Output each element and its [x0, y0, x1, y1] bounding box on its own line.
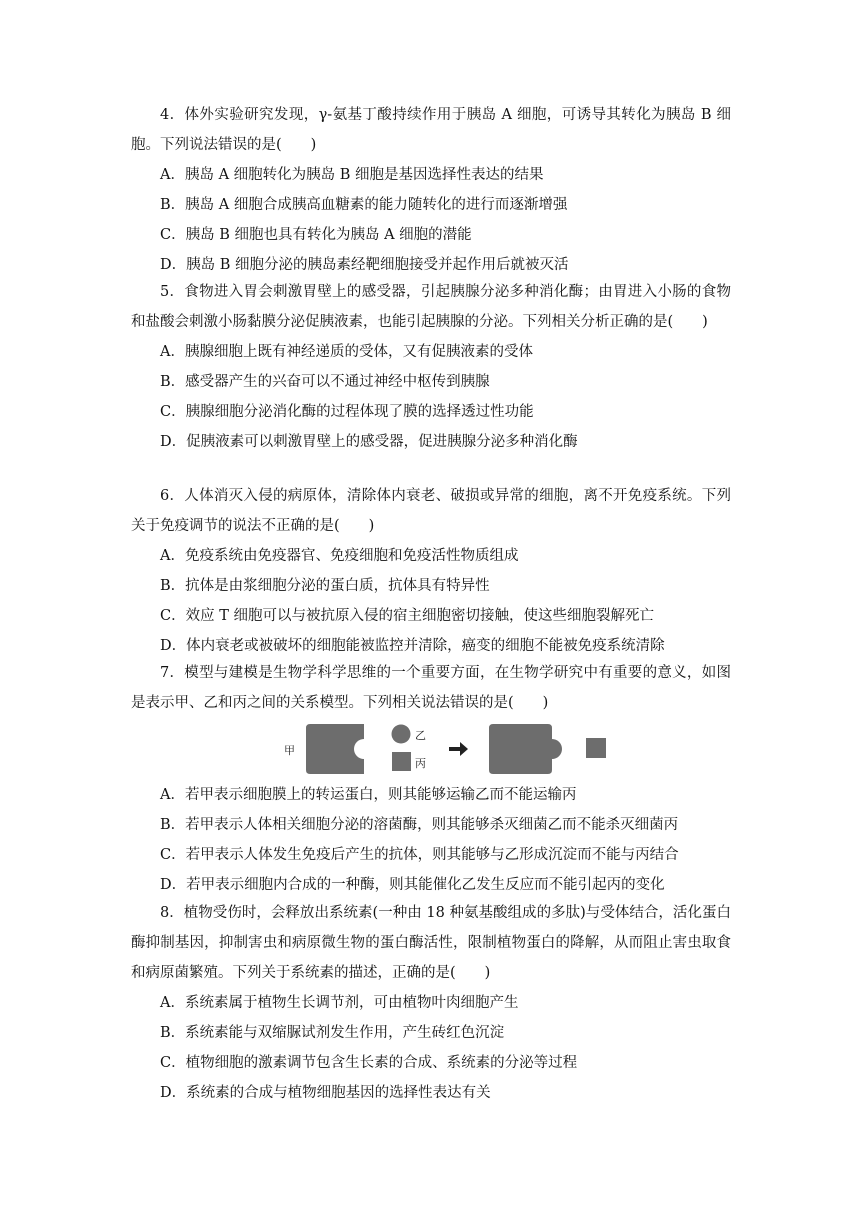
question-7	[131, 658, 731, 718]
question-stem: 5．食物进入胃会刺激胃壁上的感受器，引起胰腺分泌多种消化酶；由胃进入小肠的食物和盐酸会刺激小肠黏膜分泌促胰液素，也能引起胰腺的分泌。下列相关分析正确的是( )	[131, 284, 731, 330]
question-stem: 8．植物受伤时，会释放出系统素(一种由 18 种氨基酸组成的多肽)与受体结合，活化蛋白酶抑制基因，抑制害虫和病原微生物的蛋白酶活性，限制植物蛋白的降解，从而阻止害虫取食和病原菌繁殖。下列关于系统素的描述，正确的是( )	[131, 905, 731, 981]
question-4	[131, 100, 731, 280]
shape-jia-with-yi	[489, 724, 562, 774]
relationship-model-figure	[284, 722, 614, 776]
option-b: B．胰岛 A 细胞合成胰高血糖素的能力随转化的进行而逐渐增强	[160, 197, 568, 213]
option-d: D．系统素的合成与植物细胞基因的选择性表达有关	[160, 1085, 491, 1101]
question-stem: 7．模型与建模是生物学科学思维的一个重要方面，在生物学研究中有重要的意义，如图是表示甲、乙和丙之间的关系模型。下列相关说法错误的是( )	[131, 665, 731, 711]
option-c: C．胰岛 B 细胞也具有转化为胰岛 A 细胞的潜能	[160, 227, 472, 243]
question-7-options	[131, 780, 731, 900]
option-a: A．胰腺细胞上既有神经递质的受体，又有促胰液素的受体	[160, 344, 533, 360]
option-c: C．若甲表示人体发生免疫后产生的抗体，则其能够与乙形成沉淀而不能与丙结合	[160, 847, 679, 863]
shape-bing-separate	[586, 738, 606, 758]
question-stem: 4．体外实验研究发现，γ-氨基丁酸持续作用于胰岛 A 细胞，可诱导其转化为胰岛 B 细胞。下列说法错误的是( )	[131, 107, 731, 153]
option-d: D．胰岛 B 细胞分泌的胰岛素经靶细胞接受并起作用后就被灭活	[160, 257, 569, 273]
arrow-right-icon	[449, 742, 468, 756]
option-b: B．系统素能与双缩脲试剂发生作用，产生砖红色沉淀	[160, 1025, 505, 1041]
option-a: A．系统素属于植物生长调节剂，可由植物叶肉细胞产生	[160, 995, 519, 1011]
question-stem: 6．人体消灭入侵的病原体，清除体内衰老、破损或异常的细胞，离不开免疫系统。下列关于免疫调节的说法不正确的是( )	[131, 488, 731, 534]
option-c: C．植物细胞的激素调节包含生长素的合成、系统素的分泌等过程	[160, 1055, 578, 1071]
option-b: B．抗体是由浆细胞分泌的蛋白质，抗体具有特异性	[160, 578, 490, 594]
shape-bing-square	[392, 752, 411, 771]
option-d: D．若甲表示细胞内合成的一种酶，则其能催化乙发生反应而不能引起丙的变化	[160, 877, 665, 893]
option-a: A．胰岛 A 细胞转化为胰岛 B 细胞是基因选择性表达的结果	[160, 167, 544, 183]
question-5	[131, 277, 731, 457]
option-d: D．体内衰老或被破坏的细胞能被监控并清除，癌变的细胞不能被免疫系统清除	[160, 638, 665, 654]
question-8	[131, 898, 731, 1108]
option-c: C．效应 T 细胞可以与被抗原入侵的宿主细胞密切接触，使这些细胞裂解死亡	[160, 608, 654, 624]
label-jia: 甲	[284, 744, 295, 757]
label-bing: 丙	[415, 757, 426, 770]
shape-yi-circle	[392, 725, 411, 744]
option-b: B．感受器产生的兴奋可以不通过神经中枢传到胰腺	[160, 374, 490, 390]
option-b: B．若甲表示人体相关细胞分泌的溶菌酶，则其能够杀灭细菌乙而不能杀灭细菌丙	[160, 817, 679, 833]
label-yi: 乙	[415, 729, 426, 742]
option-a: A．免疫系统由免疫器官、免疫细胞和免疫活性物质组成	[160, 548, 519, 564]
question-6	[131, 481, 731, 661]
option-d: D．促胰液素可以刺激胃壁上的感受器，促进胰腺分泌多种消化酶	[160, 434, 578, 450]
option-a: A．若甲表示细胞膜上的转运蛋白，则其能够运输乙而不能运输丙	[160, 787, 577, 803]
option-c: C．胰腺细胞分泌消化酶的过程体现了膜的选择透过性功能	[160, 404, 534, 420]
shape-jia-enzyme	[306, 724, 364, 774]
